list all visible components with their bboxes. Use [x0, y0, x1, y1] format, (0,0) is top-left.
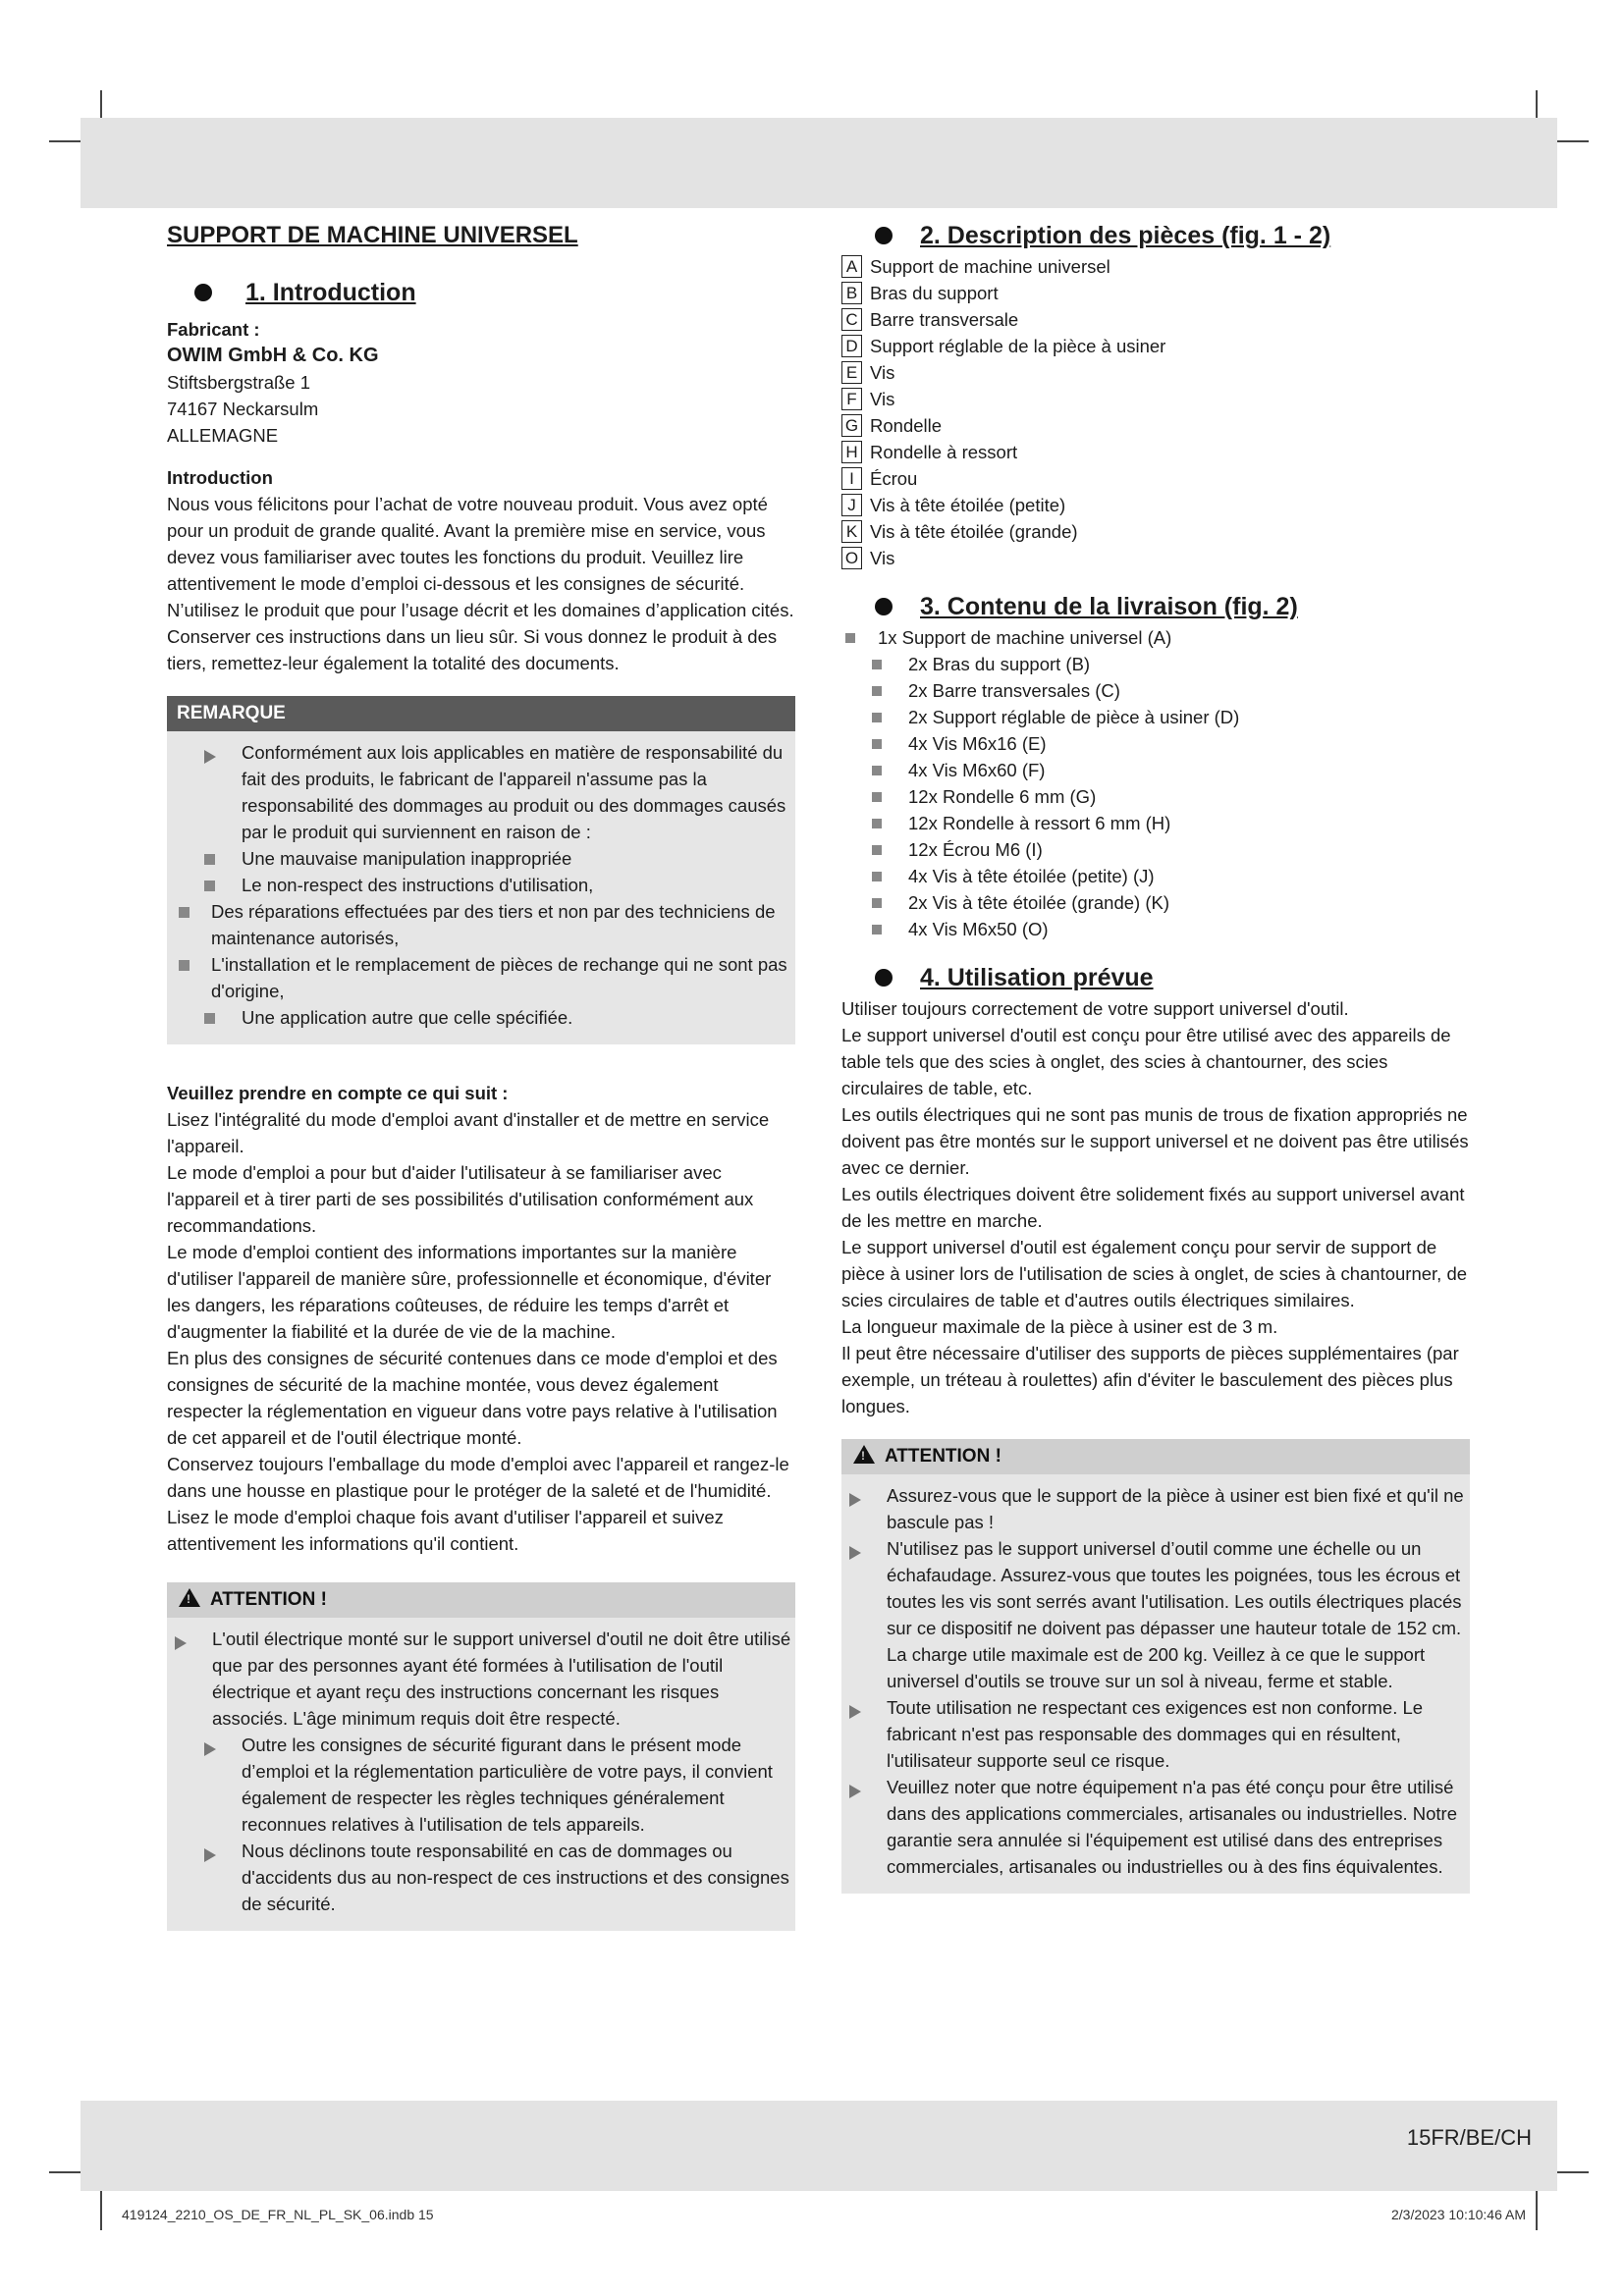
remark-item: L'installation et le remplacement de pièces de rechange qui ne sont pas d'origine, [167, 951, 795, 1004]
document-title: SUPPORT DE MACHINE UNIVERSEL [167, 222, 578, 248]
section-heading-parts: 2. Description des pièces (fig. 1 - 2) [841, 218, 1470, 253]
contents-item: 12x Rondelle à ressort 6 mm (H) [841, 810, 1470, 836]
left-column [167, 218, 795, 1931]
part-letter: K [841, 520, 862, 543]
part-item: O Vis [841, 545, 1470, 571]
part-item: C Barre transversale [841, 306, 1470, 333]
address-street: Stiftsbergstraße 1 [167, 372, 311, 393]
bullet-dot-icon [875, 227, 893, 244]
square-bullet-icon [872, 819, 882, 828]
part-letter: I [841, 467, 862, 490]
print-slug-date: 2/3/2023 10:10:46 AM [1391, 2207, 1526, 2222]
section-heading-contents: 3. Contenu de la livraison (fig. 2) [841, 589, 1470, 624]
part-letter: B [841, 282, 862, 304]
crop-mark [100, 2191, 102, 2230]
part-letter: H [841, 441, 862, 463]
bullet-dot-icon [875, 598, 893, 615]
attention-box-right [841, 1439, 1470, 1894]
introduction-subheading: Introduction [167, 467, 273, 488]
remark-item: Des réparations effectuées par des tiers et non par des techniciens de maintenance autorisés, [167, 898, 795, 951]
attention-item: N'utilisez pas le support universel d’outil comme une échelle ou un échafaudage. Assurez-vous que toutes les poignées, tous les écrous et toutes les vis sont serrés avant l'utilisation. Les outils électriques placés sur ce dispositif ne doivent pas dépasser une hauteur totale de 152 cm. La charge utile maximale est de 200 kg. Veillez à ce que le support universel d'outils se trouve sur un sol à niveau, ferme et stable. [841, 1535, 1470, 1694]
usage-paragraph: Le support universel d'outil est conçu pour être utilisé avec des appareils de table tels que des scies à onglet, des scies à chantourner, des scies circulaires de table, etc. [841, 1025, 1451, 1098]
square-bullet-icon [872, 898, 882, 908]
part-item: F Vis [841, 386, 1470, 412]
arrow-bullet-icon [849, 1493, 861, 1507]
square-bullet-icon [872, 925, 882, 934]
square-bullet-icon [872, 713, 882, 722]
remark-box [167, 696, 795, 1044]
remark-item: Une application autre que celle spécifiée. [167, 1004, 795, 1031]
square-bullet-icon [872, 660, 882, 669]
attention-item: L'outil électrique monté sur le support universel d'outil ne doit être utilisé que par des personnes ayant été formées à l'utilisation de l'outil électrique et ayant reçu des instructions concernant les risques associés. L'âge minimum requis doit être respecté. [167, 1626, 795, 1732]
attention-heading: !ATTENTION ! [841, 1439, 1470, 1474]
part-item: E Vis [841, 359, 1470, 386]
attention-box-left [167, 1582, 795, 1931]
contents-item: 4x Vis M6x16 (E) [841, 730, 1470, 757]
square-bullet-icon [179, 960, 189, 971]
page-number: 15FR/BE/CH [1406, 2125, 1532, 2150]
part-letter: J [841, 494, 862, 516]
section-heading-introduction: 1. Introduction [167, 275, 795, 310]
usage-paragraph: Les outils électriques qui ne sont pas munis de trous de fixation appropriés ne doivent pas être montés sur le support universel et ne doivent pas être utilisés avec ce dernier. [841, 1104, 1469, 1178]
part-item: G Rondelle [841, 412, 1470, 439]
contents-item: 12x Écrou M6 (I) [841, 836, 1470, 863]
contents-main-item: 1x Support de machine universel (A) [841, 624, 1470, 651]
manufacturer-label: Fabricant : [167, 319, 260, 340]
attention-item: Nous déclinons toute responsabilité en cas de dommages ou d'accidents dus au non-respect de ces instructions et des consignes de sécurité. [167, 1838, 795, 1917]
crop-mark [1536, 2191, 1538, 2230]
note-heading: Veuillez prendre en compte ce qui suit : [167, 1083, 509, 1103]
arrow-bullet-icon [849, 1785, 861, 1798]
part-letter: F [841, 388, 862, 410]
bullet-dot-icon [194, 284, 212, 301]
contents-item: 4x Vis à tête étoilée (petite) (J) [841, 863, 1470, 889]
warning-triangle-icon [179, 1588, 200, 1607]
square-bullet-icon [872, 792, 882, 802]
footer-band [81, 2101, 1557, 2191]
note-paragraph: En plus des consignes de sécurité contenues dans ce mode d'emploi et des consignes de sécurité de la machine montée, vous devez également respecter la réglementation en vigueur dans votre pays relative à l'utilisation de cet appareil et de l'outil électrique monté. [167, 1348, 778, 1448]
square-bullet-icon [179, 907, 189, 918]
part-item: J Vis à tête étoilée (petite) [841, 492, 1470, 518]
arrow-bullet-icon [849, 1705, 861, 1719]
part-letter: G [841, 414, 862, 437]
usage-paragraph: Utiliser toujours correctement de votre support universel d'outil. [841, 998, 1349, 1019]
attention-item: Veuillez noter que notre équipement n'a pas été conçu pour être utilisé dans des applications commerciales, artisanales ou industrielles. Notre garantie sera annulée si l'équipement est utilisé dans des entreprises commerciales, artisanales ou industrielles ou à des fins équivalentes. [841, 1774, 1470, 1880]
square-bullet-icon [872, 766, 882, 775]
arrow-bullet-icon [175, 1636, 187, 1650]
contents-item: 2x Barre transversales (C) [841, 677, 1470, 704]
square-bullet-icon [845, 633, 855, 643]
square-bullet-icon [204, 881, 215, 891]
arrow-bullet-icon [204, 1742, 216, 1756]
usage-paragraph: Il peut être nécessaire d'utiliser des supports de pièces supplémentaires (par exemple, un tréteau à roulettes) afin d'éviter le basculement des pièces plus longues. [841, 1343, 1459, 1416]
arrow-bullet-icon [849, 1546, 861, 1560]
remark-item: Le non-respect des instructions d'utilisation, [167, 872, 795, 898]
part-letter: A [841, 255, 862, 278]
arrow-bullet-icon [204, 750, 216, 764]
part-letter: D [841, 335, 862, 357]
parts-list [841, 253, 1470, 571]
usage-paragraph: Les outils électriques doivent être solidement fixés au support universel avant de les mettre en marche. [841, 1184, 1465, 1231]
square-bullet-icon [204, 1013, 215, 1024]
square-bullet-icon [872, 739, 882, 749]
part-letter: E [841, 361, 862, 384]
company-name: OWIM GmbH & Co. KG [167, 345, 379, 366]
introduction-paragraph: Nous vous félicitons pour l’achat de votre nouveau produit. Vous avez opté pour un produit de grande qualité. Avant la première mise en service, vous devez vous familiariser avec toutes les fonctions du produit. Veuillez lire attentivement le mode d’emploi ci-dessous et les consignes de sécurité. N’utilisez le produit que pour l’usage décrit et les domaines d’application cités. Conserver ces instructions dans un lieu sûr. Si vous donnez le produit à des tiers, remettez-leur également la totalité des documents. [167, 494, 794, 673]
remark-heading: REMARQUE [167, 696, 795, 731]
contents-item: 4x Vis M6x50 (O) [841, 916, 1470, 942]
warning-triangle-icon [853, 1445, 875, 1464]
part-letter: C [841, 308, 862, 331]
part-item: A Support de machine universel [841, 253, 1470, 280]
right-column [841, 218, 1470, 1894]
square-bullet-icon [872, 872, 882, 881]
part-item: I Écrou [841, 465, 1470, 492]
note-paragraph: Conservez toujours l'emballage du mode d'emploi avec l'appareil et rangez-le dans une housse en plastique pour le protéger de la saleté et de l'humidité. Lisez le mode d'emploi chaque fois avant d'utiliser l'appareil et suivez attentivement les informations qu'il contient. [167, 1454, 789, 1554]
note-paragraph: Le mode d'emploi contient des informations importantes sur la manière d'utiliser l'appareil de manière sûre, professionnelle et économique, d'éviter les dangers, les réparations coûteuses, de réduire les temps d'arrêt et d'augmenter la fiabilité et la durée de vie de la machine. [167, 1242, 772, 1342]
part-item: D Support réglable de la pièce à usiner [841, 333, 1470, 359]
address-city: 74167 Neckarsulm [167, 399, 319, 419]
attention-item: Assurez-vous que le support de la pièce à usiner est bien fixé et qu'il ne bascule pas ! [841, 1482, 1470, 1535]
contents-item: 2x Support réglable de pièce à usiner (D) [841, 704, 1470, 730]
part-item: K Vis à tête étoilée (grande) [841, 518, 1470, 545]
arrow-bullet-icon [204, 1848, 216, 1862]
attention-item: Toute utilisation ne respectant ces exigences est non conforme. Le fabricant n'est pas responsable des dommages qui en résultent, l'utilisateur supporte seul ce risque. [841, 1694, 1470, 1774]
contents-item: 2x Bras du support (B) [841, 651, 1470, 677]
part-item: B Bras du support [841, 280, 1470, 306]
contents-list [841, 624, 1470, 942]
contents-item: 2x Vis à tête étoilée (grande) (K) [841, 889, 1470, 916]
usage-paragraph: Le support universel d'outil est également conçu pour servir de support de pièce à usiner lors de l'utilisation de scies à onglet, de scies à chantourner, de scies circulaires de table et d'autres outils électriques similaires. [841, 1237, 1468, 1310]
contents-item: 4x Vis M6x60 (F) [841, 757, 1470, 783]
attention-item: Outre les consignes de sécurité figurant dans le présent mode d’emploi et la réglementation particulière de votre pays, il convient également de respecter les règles techniques généralement reconnues relatives à l'utilisation de tels appareils. [167, 1732, 795, 1838]
square-bullet-icon [872, 845, 882, 855]
square-bullet-icon [872, 686, 882, 696]
bullet-dot-icon [875, 969, 893, 987]
square-bullet-icon [204, 854, 215, 865]
part-letter: O [841, 547, 862, 569]
header-band [81, 118, 1557, 208]
contents-item: 12x Rondelle 6 mm (G) [841, 783, 1470, 810]
remark-item: Conformément aux lois applicables en matière de responsabilité du fait des produits, le fabricant de l'appareil n'assume pas la responsabilité des dommages au produit ou des dommages causés par le produit qui surviennent en raison de : [167, 739, 795, 845]
part-item: H Rondelle à ressort [841, 439, 1470, 465]
usage-paragraph: La longueur maximale de la pièce à usiner est de 3 m. [841, 1316, 1278, 1337]
address-country: ALLEMAGNE [167, 425, 279, 446]
section-heading-usage: 4. Utilisation prévue [841, 960, 1470, 995]
note-paragraph: Le mode d'emploi a pour but d'aider l'utilisateur à se familiariser avec l'appareil et à tirer parti de ses possibilités d'utilisation conformément aux recommandations. [167, 1162, 754, 1236]
remark-item: Une mauvaise manipulation inappropriée [167, 845, 795, 872]
note-paragraph: Lisez l'intégralité du mode d'emploi avant d'installer et de mettre en service l'appareil. [167, 1109, 770, 1156]
print-slug-file: 419124_2210_OS_DE_FR_NL_PL_SK_06.indb 15 [122, 2207, 434, 2222]
attention-heading: !ATTENTION ! [167, 1582, 795, 1618]
